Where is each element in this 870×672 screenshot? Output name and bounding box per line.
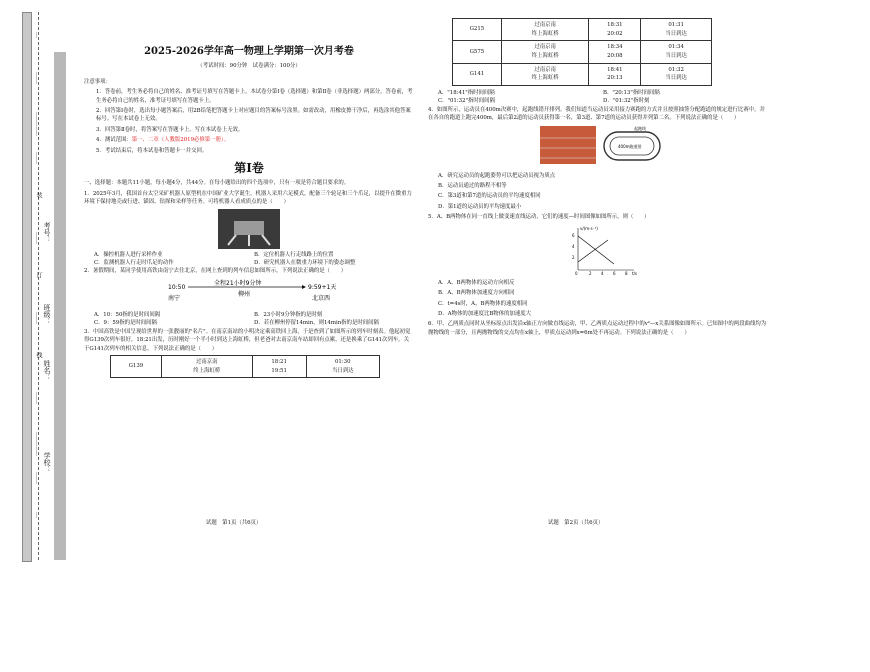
tick-x-2: 2 [589,270,592,276]
time-cell [589,63,641,85]
q3-option-b[interactable]: B．"20:13"指时间间隔 [603,89,660,96]
q4-stem: 4．如图所示，运动员在400m决赛中，起跑线错开排列。我们知道当运动员采用接力赛跑的方式并且按照抽签分配跑道的规定进行比赛中，并在各自的跑道上跑完400m，最后第2道的运动员获得第一名，第3道、第7道的运动员获得并列第二名。下列说法正确的是（ ） [428,106,765,121]
q5-option-c[interactable]: C．t=4s时，A、B两物体的速度相同 [438,300,528,307]
time-cell [589,41,641,63]
q5-option-d[interactable]: D．A物体的加速度比B物体的加速度大 [438,311,532,318]
page-1 [84,18,414,378]
route-cell [501,19,589,41]
exam-title: 2025-2026学年高一物理上学期第一次月考卷 [144,46,354,57]
duration: 01:31 [668,22,684,28]
table-row [453,19,712,41]
arr-time: 20:02 [607,30,623,37]
cut-mark: …… [34,392,41,404]
note-2: 2．回答第Ⅰ卷时，选出每小题答案后，用2B铅笔把答题卡上对应题目的答案标号涂黑。如需改动，用橡皮擦干净后，再选涂其他答案标号。写在本试卷上无效。 [96,108,411,123]
route-from: 过南京南 [534,66,556,73]
duration: 01:32 [668,66,684,73]
route-mid-station: 柳州 [238,290,251,298]
q2-option-b[interactable]: B．23小时9分钟指的是时刻 [254,312,323,319]
note-5: 5．考试结束后，将本试卷和答题卡一并交回。 [96,147,208,154]
name-label: 姓名： [43,360,51,381]
q1-option-c[interactable]: C．监测机器人行走时爪足的动作 [94,259,174,266]
arr-time: 20:08 [607,52,623,59]
page-2 [428,18,768,339]
notes-heading: 注意事项： [84,78,111,85]
track-photo [540,126,596,164]
route-start-station: 南宁 [168,294,181,302]
cut-mark: … [34,512,41,518]
route-duration: 全程21小时9分钟 [214,279,262,287]
vt-graph [428,224,768,276]
q4-option-b[interactable]: B．运动员通过的路程不相等 [438,183,507,190]
robot-leg [262,235,270,245]
test-range: 第一、二章（人教版2019必修第一册）。 [131,137,230,144]
route-end-station: 北京西 [312,294,331,302]
duration-cell [641,19,712,41]
q1-option-d[interactable]: D．研究机器人在微重力环境下的姿态调整 [254,259,356,266]
q3-stem: 3．中国高铁是中国呈现给世界的一张靓丽的"名片"。在南京南站的小明决定乘高铁回上海，于是查到了如图所示的列车时刻表。他起初觉得G139次列车很好，18:21出发，历时刚好一个半小时到达上海虹桥，但老爸对去南京南车站却回有点累，还是换乘了G141次列车。关于G141次列车的相关信息，下列说法正确的是（ ） [84,328,411,352]
note-1: 1．答卷前，考生务必将自己的姓名、准考证号填写在答题卡上。本试卷分第Ⅰ卷（选择题）和第Ⅱ卷（非选择题）两部分。答卷前，考生务必将自己的姓名、准考证号填写在答题卡上。 [96,89,413,104]
q5-stem: 5．A、B两物体在同一直线上做变速直线运动，它们的速度—时间图像如图所示，则（ ） [428,214,650,221]
q1-options [84,251,414,268]
cut-mark: …… [34,232,41,244]
exam-no-label: 考号： [43,222,51,243]
robot-leg [228,235,236,245]
train-cell: G575 [453,41,502,63]
note-4 [84,136,414,144]
note-4-label: 4．测试范围： [96,137,132,144]
q2-stem: 2．暑假期间，某同学使用高铁由南宁去往北京，在网上查到的列车信息如图所示，下列说法正确的是（ ） [84,268,347,275]
dep-time: 18:34 [607,44,623,51]
route-to: 终上海虹桥 [531,52,559,59]
cut-mark: 线 [35,352,42,358]
section-heading: 第Ⅰ卷 [234,160,264,175]
tick-x-0: 0 [575,270,578,276]
table-row [453,41,712,63]
cut-mark: …… [34,72,41,84]
tick-x-8: 8 [625,270,628,276]
cut-mark: 装 [35,192,42,198]
table-row [111,355,380,377]
q2-option-a[interactable]: A．10：50指的是时间间隔 [94,312,161,319]
arrival-note: 当日到达 [665,30,687,37]
q6-stem: 6．甲、乙两质点同时从坐标原点出发沿x轴正方向做直线运动，甲、乙两质点运动过程中的v²—x关系图像如图所示。已知图中的两段曲线均为抛物线的一部分，且两抛物线的交点均在x轴上，甲质点运动到x=6m处不再运动。下列说法正确的是（ ） [428,321,767,336]
route-from: 过南京南 [534,22,556,28]
time-cell [589,19,641,41]
route-from: 过南京南 [534,44,556,51]
robot-body [234,221,264,235]
train-cell: G215 [453,19,502,41]
arrival-note: 当日到达 [665,52,687,59]
note-3: 3．回答第Ⅱ卷时，将答案写在答题卡上。写在本试卷上无效。 [96,126,244,133]
q5-option-a[interactable]: A．A、B两物体的运动方向相反 [438,279,515,286]
q1-stem: 1．2025年3月，我国首台太空采矿机器人原型机在中国矿业大学诞生。机器人采用六足模式，配备三个轮足和三个爪足，以提升在微重力环境下保持地壳或行进、锚固、钻探和采样等任务。可将机器人看成质点的是（ ） [84,190,412,206]
dep-time: 18:31 [607,22,623,28]
tick-y-6: 6 [572,232,575,238]
track-figure [428,124,768,168]
gutter-bar [22,12,32,562]
arr-time: 19:51 [271,367,287,374]
tick-y-2: 2 [572,254,575,260]
route-start-time: 10:50 [168,283,186,291]
q2-options [84,311,414,328]
tick-y-4: 4 [572,243,575,249]
q4-option-c[interactable]: C．第3道和第7道的运动员的平均速度相同 [438,193,541,200]
duration: 01:30 [335,358,351,365]
route-to: 终上海虹桥 [193,367,221,374]
train-cell: G141 [453,63,502,85]
exam-subtitle: （考试时间：90分钟 试卷满分：100分） [197,62,301,69]
q4-options [428,172,768,212]
route-end-time: 9:59+1天 [308,283,337,291]
notes-section [84,78,414,155]
tick-x-6: 6 [613,270,616,276]
q2-option-c[interactable]: C．9：59指的是时间间隔 [94,320,157,327]
q1-option-a[interactable]: A．操控机器人进行采样作业 [94,251,163,258]
route-cell [501,63,589,85]
route-from: 过南京南 [195,358,218,365]
q5-options [428,279,768,319]
arrival-note: 当日到达 [665,75,687,82]
train-table-2 [452,18,712,86]
q5-option-b[interactable]: B．A、B两物体加速度方向相同 [438,290,515,297]
cut-mark: ………… [34,112,41,136]
route-cell [501,41,589,63]
start-line-label: 起跑线 [634,126,646,132]
duration-cell [641,63,712,85]
q3-option-a[interactable]: A．"18:41"指时间间隔 [438,89,495,96]
cut-mark: ………… [34,432,41,456]
q3-options [428,89,768,106]
train-route-diagram [84,278,414,308]
cut-mark: 订 [35,272,42,278]
section-intro: 一、选择题：本题共11小题，每小题4分，共44分。在每小题给出的四个选项中，只有一项是符合题目要求的。 [84,180,350,187]
route-cell [161,355,252,377]
line-b [578,236,614,264]
x-axis-label: t/s [632,270,637,276]
q4-option-d[interactable]: D．第1道的运动员的平均速度最小 [438,203,522,210]
route-to: 终上海虹桥 [531,30,559,37]
cut-mark: … [34,32,41,38]
class-label: 班级： [43,304,51,325]
robot-photo [218,209,280,249]
page-1-footer: 试题 第1页（共6页） [206,520,262,526]
cut-mark: …… [34,472,41,484]
q1-option-b[interactable]: B．定位机器人行走线路上的位置 [254,251,334,258]
gutter-bar-inner [54,52,66,560]
line-a [578,240,608,262]
time-cell [252,355,306,377]
tick-x-4: 4 [601,270,604,276]
cut-mark: …… [34,152,41,164]
arr-time: 20:13 [607,75,623,82]
track-label: 400m跑道图 [618,144,642,150]
q3-option-d[interactable]: D．"01:32"指时刻 [603,98,650,105]
dep-time: 18:21 [271,358,287,365]
cut-mark: …… [34,312,41,324]
duration-cell [641,41,712,63]
route-to: 终上海虹桥 [531,75,559,82]
q4-option-a[interactable]: A．研究运动员的起跑姿势可以把运动员视为质点 [438,172,556,179]
route-arrowhead [302,285,306,289]
duration: 01:34 [668,44,684,51]
table-row [453,63,712,85]
school-label: 学校： [43,452,51,473]
train-cell: G139 [111,355,162,377]
q3-option-c[interactable]: C．"01:32"指时间间隔 [438,98,495,105]
q2-option-d[interactable]: D．若在柳州停留14min，则14min指的是时间间隔 [254,320,379,327]
page-2-footer: 试题 第2页（共6页） [548,520,604,526]
binding-gutter [14,12,70,560]
arrival-note: 当日到达 [331,367,354,374]
y-axis-label: v/(m·s⁻¹) [580,225,598,231]
dep-time: 18:41 [607,66,623,73]
train-table-1 [110,355,380,378]
duration-cell [306,355,379,377]
